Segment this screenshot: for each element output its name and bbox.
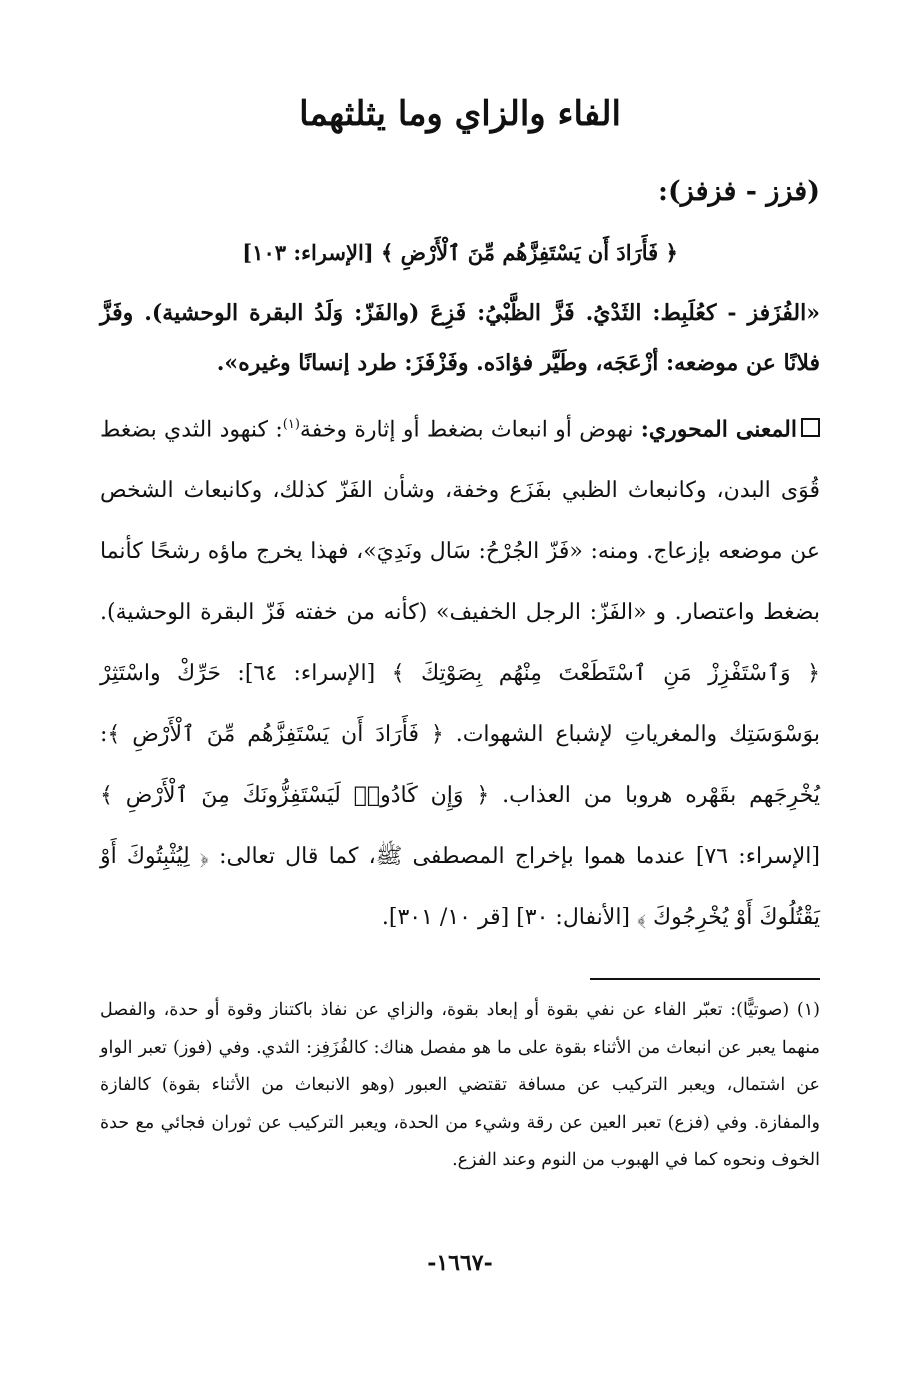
lexicon-text: - كعُلَبِط: الثَدْيُ. فَزَّ الظَّبْيُ: فَزِعَ (والفَزّ: وَلَدُ البقرة الوحشية). وفَزَّ فلانًا عن موضعه: أزْعَجَه، وطَيَّر فؤادَه. وفَزْفَزَ: طرد إنسانًا وغيره [100, 300, 820, 376]
lexicon-close-quote: ». [216, 350, 239, 376]
footnote-divider [590, 978, 820, 980]
entry-heading: (فزز - فزفز): [658, 176, 820, 207]
footnote: (١) (صوتيًّا): تعبّر الفاء عن نفي بقوة أو إبعاد بقوة، والزاي عن نفاذ باكتناز وقوة أو حدة، والفصل منهما يعبر عن انبعاث من الأثناء بقوة على ما هو مفصل هناك: كالفُزَفِز: الثدي. وفي (فوز) تعبر الواو عن اشتمال، ويعبر التركيب عن مسافة تقتضي العبور (وهو الانبعاث من الأثناء بقوة) كالفازة والمفازة. وفي (فزع) تعبر العين عن رقة وشيء من الحدة، ويعبر التركيب عن ثوران فجائي مع حدة الخوف ونحوه كما في الهبوب من النوم وعند الفزع. [100, 1000, 820, 1170]
page-number: -١٦٦٧- [427, 1250, 493, 1276]
footnote-reference[interactable]: (١) [282, 417, 300, 432]
chapter-title: الفاء والزاي وما يثلثهما [299, 94, 621, 134]
lexicon-open-quote: « [806, 300, 820, 326]
meaning-label: المعنى المحوري: [640, 416, 797, 443]
verse-reference: [الإسراء: ١٠٣] [242, 240, 374, 265]
verse-text: ﴿ فَأَرَادَ أَن يَسْتَفِزَّهُم مِّنَ ٱلْأَرْضِ ﴾ [381, 240, 678, 265]
opening-verse [100, 240, 820, 265]
meaning-core: نهوض أو انبعاث بضغط أو إثارة وخفة [299, 417, 641, 443]
lexicon-definition [100, 288, 820, 388]
book-page [100, 0, 820, 1379]
meaning-text: : كنهود الثدي بضغط قُوَى البدن، وكانبعاث الظبي بفَزَع وخفة، وشأن الفَزّ كذلك، وكانبعاث الشخص عن موضعه بإزعاج. ومنه: «فَزّ الجُرْحُ: سَال ونَدِيَ»، فهذا يخرج ماؤه رشحًا كأنما بضغط واعتصار. و «الفَزّ: الرجل الخفيف» (كأنه من خفته فَزّ البقرة الوحشية). ﴿ وَٱسْتَفْزِزْ مَنِ ٱسْتَطَعْتَ مِنْهُم بِصَوْتِكَ ﴾ [الإسراء: ٦٤]: حَرِّكْ واسْتَثِرْ بوَسْوَسَتِك والمغرياتِ لإشباع الشهوات. ﴿ فَأَرَادَ أَن يَسْتَفِزَّهُم مِّنَ ٱلْأَرْضِ ﴾: يُخْرِجَهم بقَهْره هروبا من العذاب. ﴿ وَإِن كَادُوا۟ لَيَسْتَفِزُّونَكَ مِنَ ٱلْأَرْضِ ﴾ [الإسراء: ٧٦] عندما هموا بإخراج المصطفى ﷺ، كما قال تعالى: ﴿ لِيُثْبِتُوكَ أَوْ يَقْتُلُوكَ أَوْ يُخْرِجُوكَ ﴾ [الأنفال: ٣٠] [قر ١٠/ ٣٠١]. [100, 417, 820, 931]
square-bullet-icon [801, 418, 820, 437]
lexicon-term: الفُزَفز [747, 300, 807, 326]
core-meaning-paragraph [100, 394, 820, 948]
